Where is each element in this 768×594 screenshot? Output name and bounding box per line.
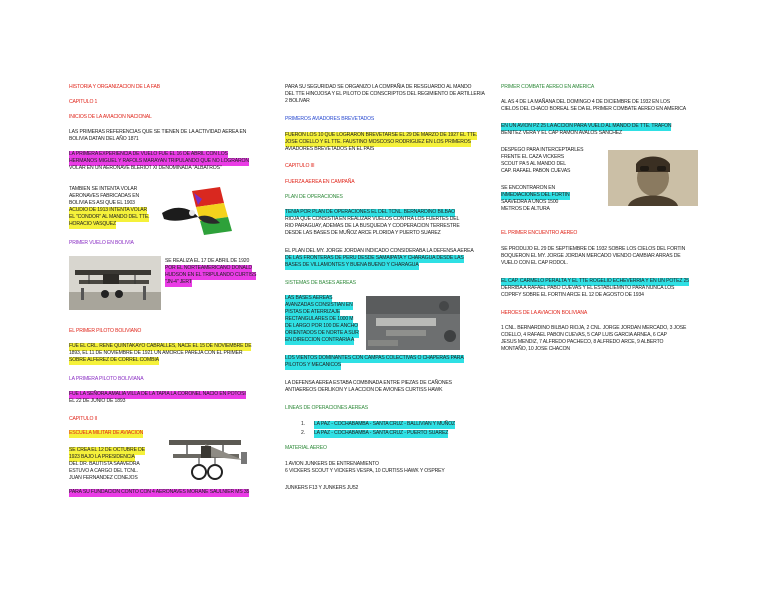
para-escuela-3: DEL DR. BAUTISTA SAAVEDRA [69, 461, 140, 467]
para-experiencia-2: HERMANOS MIGUEL Y RAFOLS MARAYAN TRIPULANDO QUE NO LOGRARON [69, 158, 249, 164]
para-avion-2: BENITEZ VERA Y EL CAP RAMON AVALOS SANCHEZ [501, 130, 622, 136]
para-combate-1: AL AS 4 DE LA MAÑANA DEL DOMINGO 4 DE DICIEMBRE DE 1932 EN LOS [501, 99, 670, 105]
list-number-2: 2. [301, 430, 305, 436]
para-plan-3: RIO PARAGUAY, ADEMAS DE LA BUSQUEDA Y COOPERACION TERRESTRE [285, 223, 460, 229]
pilot-portrait-photo [608, 150, 698, 206]
heading-lineas: LINEAS DE OPERACIONES AEREAS [285, 405, 368, 411]
para-piloto-1: FUE EL CRL. RENE QUINTAKAYO CABRALLES, NACE EL 15 DE NOVIEMBRE DE [69, 343, 252, 349]
para-vuelo-2: POR EL NORTEAMERICANO DONALD [165, 265, 252, 271]
para-boqueron-3: VUELO CON EL CAP RODOL. [501, 260, 568, 266]
heading-capitulo-1: CAPITULO 1 [69, 99, 98, 105]
para-plan-1: TENIA POR PLAN DE OPERACIONES EL DEL TCNL. BERNARDINO BILBAO [285, 209, 455, 215]
para-escuela-5: JUAN FERNANDEZ CONEJOS [69, 475, 138, 481]
biplane-photo [165, 426, 251, 488]
para-seguridad-2: DEL TTE HINOJOSA Y EL PILOTO DE CONSCRIPTOS DEL REGIMIENTO DE ARTILLERIA [285, 91, 485, 97]
para-intento-4: ACUDIO DE 1913 INTENTA VOLAR [69, 207, 148, 213]
para-intento-6: HORACIO VASQUEZ [69, 221, 116, 227]
para-boqueron-2: BOQUERON EL MY. JORGE JORDAN MERCADO VIENDO CAMBIAR ARRAS DE [501, 253, 681, 259]
para-bases-9: PILOTOS Y MECANICOS [285, 362, 342, 368]
para-piloto-2: 1893, EL 11 DE NOVIEMBRE DE 1921 UN AMORCE PAREJA CON EL PRIMER [69, 350, 243, 356]
para-bases-6: ORIENTADOS DE NORTE A SUR [285, 330, 359, 336]
para-intento-2: AERONAVES FABRICADAS EN [69, 193, 140, 199]
para-aviadores-3: AVIADORES BREVETADOS EN EL PAIS [285, 146, 375, 152]
para-despego-2: FRENTE EL CAZA VICKERS [501, 154, 565, 160]
para-bases-7: EN DIRECCION CONTRARIA A [285, 337, 355, 343]
para-intento-1: TAMBIEN SE INTENTA VOLAR [69, 186, 138, 192]
para-bases-3: PISTAS DE ATERRIZAJE [285, 309, 341, 315]
para-despego-3: SCOUT PA 5 AL MANDO DEL [501, 161, 566, 167]
list-item-linea-2: LA PAZ - COCHABAMBA - SANTA CRUZ - PUERTO SUAREZ [314, 430, 449, 436]
para-plan-2: RIOJA QUE CONSISTIA EN REALIZAR VUELOS CONTRA LOS FUERTES DEL [285, 216, 460, 222]
para-derriba-2: DERRIBA A RAFAEL PABO CUEVAS Y EL ESTABLIEMNTO PARA NUNCA LOS [501, 285, 675, 291]
heading-fuerza-campana: FUERZA AEREA EN CAMPAÑA [285, 179, 355, 185]
heading-capitulo-2: CAPITULO II [69, 416, 98, 422]
para-material-3: JUNKERS F13 Y JUNKERS JU52 [285, 485, 359, 491]
para-defensa-1: LA DEFENSA AEREA ESTABA COMBINADA ENTRE PIEZAS DE CAÑONES [285, 380, 452, 386]
para-bases-4: RECTANGULARES DE 1000 M [285, 316, 354, 322]
heading-aviadores: PRIMEROS AVIADORES BREVETADOS [285, 116, 375, 122]
heading-plan-operaciones: PLAN DE OPERACIONES [285, 194, 343, 200]
para-bases-5: DE LARGO POR 100 DE ANCHO [285, 323, 358, 329]
para-encuentro-3: SAAVEDRA A UNOS 1500 [501, 199, 559, 205]
para-encuentro-4: METROS DE ALTURA [501, 206, 550, 212]
para-seguridad-3: 2 BOLIVAR [285, 98, 310, 104]
para-seguridad-1: PARA SU SEGURIDAD SE ORGANIZO LA COMPAÑIA DE RESGUARDO AL MANDO [285, 84, 472, 90]
heading-primer-encuentro: EL PRIMER ENCUENTRO AEREO [501, 230, 578, 236]
heading-primera-piloto: LA PRIMERA PILOTO BOLIVIANA [69, 376, 144, 382]
heading-primer-piloto: EL PRIMER PILOTO BOLIVIANO [69, 328, 142, 334]
para-piloto-3: SOBRE ALFEREZ DE CORREL COMBIA [69, 357, 159, 363]
first-flight-photo [69, 256, 161, 310]
list-number-1: 1. [301, 421, 305, 427]
para-escuela-2: 1923 BAJO LA PRESIDENCIA [69, 454, 135, 460]
para-escuela-4: ESTUVO A CARGO DEL TCNL. [69, 468, 138, 474]
para-aviadores-1: FUERON LOS 10 QUE LOGRARON BREVETARSE EL 29 DE MARZO DE 1927 EL TTE. [285, 132, 478, 138]
para-plan-jordan-2: DE LAS FRONTERAS DE PERU DESDE SAMAIPATA Y CHARAGUA DESDE LAS [285, 255, 464, 261]
para-plan-4: DESDE LAS BASES DE MUÑOZ ARCE PLORIDA Y PUERTO SUAREZ [285, 230, 441, 236]
para-encuentro-1: SE ENCONTRARON EN [501, 185, 556, 191]
heading-material: MATERIAL AEREO [285, 445, 327, 451]
para-heroes-1: 1 CNL. BERNARDINO BILBAO RIOJA, 2 CNL. JORGE JORDAN MERCADO, 3 JOSE [501, 325, 687, 331]
para-vuelo-1: SE REALIZA EL 17 DE ABRIL DE 1920 [165, 258, 250, 264]
heading-primer-combate: PRIMER COMBATE AEREO EN AMERICA [501, 84, 595, 90]
para-heroes-2: COELLO, 4 RAFAEL PABON CUEVAS, 5 CAP LUIS GARCIA ARNEA, 6 CAP [501, 332, 667, 338]
heading-escuela: ESCUELA MILITAR DE AVIACION [69, 430, 144, 436]
para-intento-3: BOLIVIA ES ASI QUE EL 1903 [69, 200, 135, 206]
para-bases-2: AVANZADAS CONSISTIAN EN [285, 302, 353, 308]
para-despego-1: DESPEGO PARA INTERCEPTARLES [501, 147, 584, 153]
para-bases-8: LOS VIENTOS DOMINANTES CON CAMPAS COLECTIVAS O CHAPERAS PARA [285, 355, 464, 361]
para-derriba-1: EL CAP. CARMELO PERALTA Y EL TTE ROGELIO ECHEVERRIA Y EN UN POTEZ 25 [501, 278, 689, 284]
heading-inicios: INICIOS DE LA AVIACION NACIONAL [69, 114, 152, 120]
para-pilota-2: EL 22 DE JUNIO DE 1893 [69, 398, 126, 404]
para-heroes-4: MONTAÑO, 10 JOSE CHACON [501, 346, 570, 352]
para-aviadores-2: JOSE COELLO Y EL TTE. FAUSTINO MOSCOSO RODRIGUEZ EN LOS PRIMEROS [285, 139, 471, 145]
heading-sistema-bases: SISTEMAS DE BASES AEREAS [285, 280, 356, 286]
para-combate-2: CIELOS DEL CHACO BOREAL SE DA EL PRIMER COMBATE AEREO EN AMERICA [501, 106, 687, 112]
para-plan-jordan-3: BASES DE VILLAMONTES Y BUENA BUENO Y CHARAGUA [285, 262, 419, 268]
heading-heroes: HEROES DE LA AVIACION BOLIVIANA [501, 310, 588, 316]
para-boqueron-1: SE PRODUJO EL 29 DE SEPTIEMBRE DE 1932 SOBRE LOS CIELOS DEL FORTIN [501, 246, 686, 252]
para-material-2: 6 VICKERS SCOUT Y VICKERS VESPA, 10 CURTISS HAWK Y OSPREY [285, 468, 445, 474]
para-encuentro-2: INMEDIACIONES DEL FORTIN [501, 192, 570, 198]
para-pilota-1: FUE LA SEÑORA AMALIA VILLA DE LA TAPIA LA CORONEL NACIO EN POTOSI [69, 391, 246, 397]
para-experiencia-1: LA PRIMERA EXPERIENCIA DE VUELO FUE EL 16 DE ABRIL CON LOS [69, 151, 228, 157]
para-referencias-2: BOLIVIA DATAN DEL AÑO 1871 [69, 136, 139, 142]
para-despego-4: CAP. RAFAEL PABON CUEVAS [501, 168, 571, 174]
airfield-aerial-photo [366, 296, 460, 350]
para-experiencia-3: VOLAR EN UN AERONAVE BLERIOT XI DENOMINADA "ALBATROS" [69, 165, 222, 171]
para-bases-1: LAS BASES AEREAS [285, 295, 333, 301]
para-defensa-2: ANTIAEREOS OERLIKON Y LA ACCION DE AVIONES CURTISS HAWK [285, 387, 443, 393]
list-item-linea-1: LA PAZ - COCHABAMBA - SANTA CRUZ - BALLIVIAN Y MUÑOZ [314, 421, 455, 427]
para-avion-1: EN UN AVION PZ 25 LA ACCION PARA VUELO AL MANDO DE TTE. TRAFON [501, 123, 672, 129]
heading-historia: HISTORIA Y ORGANIZACION DE LA FAB [69, 84, 161, 90]
heading-primer-vuelo: PRIMER VUELO EN BOLIVIA [69, 240, 134, 246]
para-vuelo-3: HUDSON EN EL TRIPULANDO CURTISS [165, 272, 257, 278]
para-referencias-1: LAS PRIMERAS REFERENCIAS QUE SE TIENEN DE LA ACTIVIDAD AEREA EN [69, 129, 247, 135]
para-material-1: 1 AVION JUNKERS DE ENTRENAMIENTO [285, 461, 379, 467]
para-derriba-3: COPRFY SOBRE EL FORTIN ARCE EL 12 DE AGOSTO DE 1934 [501, 292, 644, 298]
condor-flag-illustration [158, 183, 238, 241]
para-heroes-3: JESUS MENDIZ, 7 ALFREDO PACHECO, 8 ALFREDO ARCE, 9 ALBERTO [501, 339, 664, 345]
para-escuela-6: PARA SU FUNDACION CONTO CON 4 AERONAVES MORANE SAULNIER MS 35 [69, 489, 250, 495]
para-plan-jordan-1: EL PLAN DEL MY. JORGE JORDAN INDICADO CONSIDERABA LA DEFENSA AEREA [285, 248, 474, 254]
para-intento-5: EL "CONDOR" AL MANDO DEL TTE. [69, 214, 150, 220]
heading-capitulo-3: CAPITULO III [285, 163, 315, 169]
para-escuela-1: SE CREA EL 12 DE OCTUBRE DE [69, 447, 145, 453]
para-vuelo-4: "JN-4" JERT [165, 279, 192, 285]
